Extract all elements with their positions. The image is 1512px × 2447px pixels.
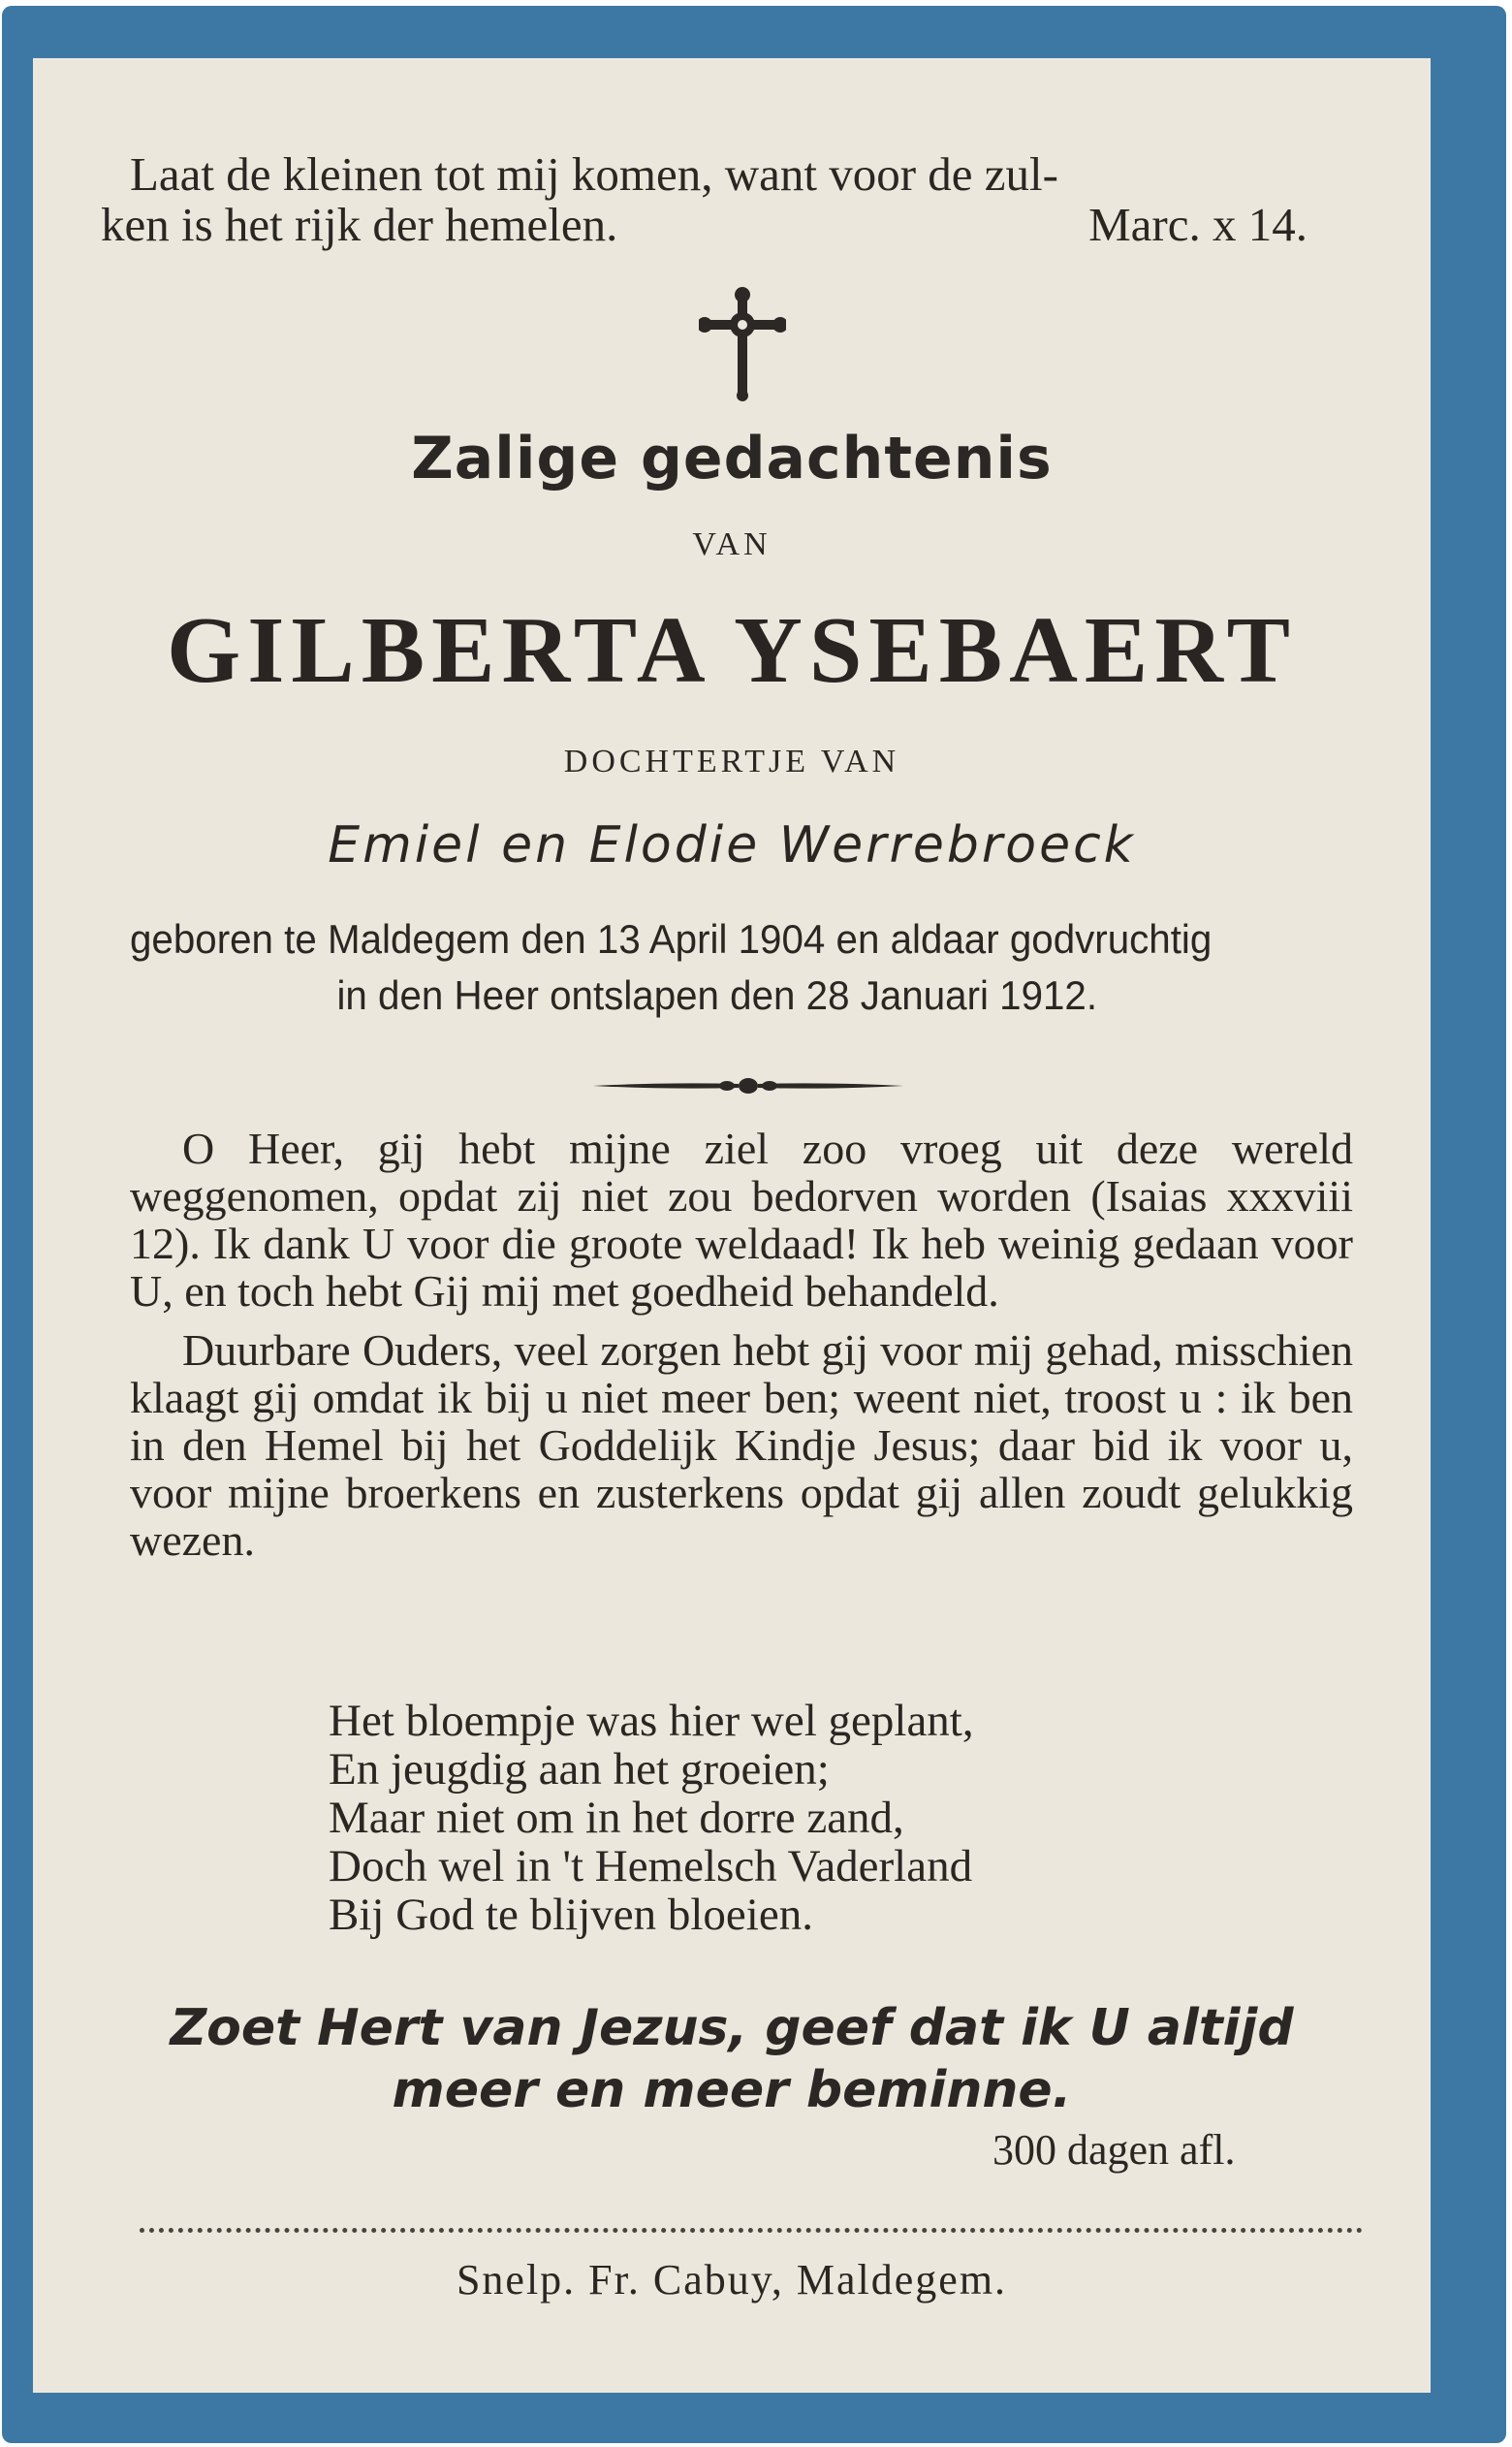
ornate-cross-icon <box>699 287 786 403</box>
poem-line: Maar niet om in het dorre zand, <box>329 1793 904 1843</box>
poem-line: Doch wel in 't Hemelsch Vaderland <box>329 1841 973 1891</box>
van-label: VAN <box>692 526 772 562</box>
poem <box>329 1697 974 1939</box>
scripture-motto <box>101 147 1351 251</box>
invocation-line-1: Zoet Hert van Jezus, geef dat ik U altijd <box>170 1999 1294 2057</box>
card-paper <box>33 58 1431 2393</box>
printer-credit: Snelp. Fr. Cabuy, Maldegem. <box>456 2256 1008 2304</box>
parents-names: Emiel en Elodie Werrebroeck <box>328 816 1136 874</box>
poem-line: Bij God te blijven bloeien. <box>329 1890 813 1940</box>
birth-line-1: geboren te Maldegem den 13 April 1904 en aldaar godvruchtig <box>130 916 1213 962</box>
motto-line-2-text: ken is het rijk der hemelen. <box>101 198 618 251</box>
dotted-separator <box>140 2228 1363 2233</box>
prayer-paragraph-2: Duurbare Ouders, veel zorgen hebt gij voor mij gehad, misschien klaagt gij omdat ik bij u niet meer ben; weent niet, troost u : ik ben in den Hemel bij het Goddelijk Kindje Jesus; daar bid ik voor u, voor mijne broerkens en zusterkens opdat gij allen zoudt gelukkig wezen. <box>130 1325 1353 1565</box>
birth-line-2: in den Heer ontslapen den 28 Januari 1912. <box>336 972 1098 1018</box>
ornamental-divider-icon <box>593 1073 903 1098</box>
prayer-text <box>130 1125 1353 1575</box>
poem-line: En jeugdig aan het groeien; <box>329 1744 830 1795</box>
birth-death-details <box>130 911 1305 1024</box>
invocation-prayer <box>33 1997 1431 2121</box>
motto-line-2 <box>101 200 1307 250</box>
motto-reference: Marc. x 14. <box>1088 198 1307 251</box>
deceased-name: GILBERTA YSEBAERT <box>167 598 1297 703</box>
memorial-card <box>2 6 1506 2443</box>
page-title: Zalige gedachtenis <box>411 425 1053 493</box>
poem-line: Het bloempje was hier wel geplant, <box>329 1696 974 1746</box>
invocation-line-2: meer en meer beminne. <box>392 2061 1072 2119</box>
daughter-of-label: DOCHTERTJE VAN <box>563 744 900 779</box>
prayer-paragraph-1: O Heer, gij hebt mijne ziel zoo vroeg uit deze wereld weggenomen, opdat zij niet zou bedorven worden (Isaias xxxviii 12). Ik dank U voor die groote weldaad! Ik heb weinig gedaan voor U, en toch hebt Gij mij met goedheid behandeld. <box>130 1124 1353 1316</box>
motto-line-1: Laat de kleinen tot mij komen, want voor de zul- <box>130 147 1058 201</box>
indulgence-note: 300 dagen afl. <box>992 2126 1236 2174</box>
